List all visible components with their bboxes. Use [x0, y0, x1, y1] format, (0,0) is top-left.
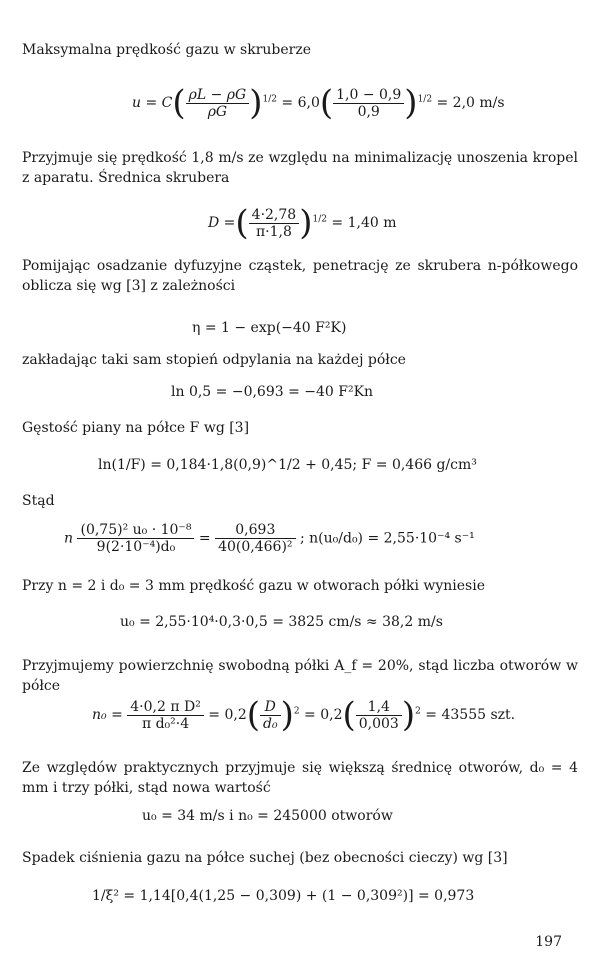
eq1-mid: = 6,0: [281, 95, 320, 111]
eq1-denominator2: 0,9: [357, 103, 380, 120]
paragraph-foam-density: Gęstość piany na półce F wg [3]: [22, 420, 250, 436]
paragraph-pressure-drop: Spadek ciśnienia gazu na półce suchej (bez obecności cieczy) wg [3]: [22, 850, 508, 866]
eq1-fraction: [186, 87, 250, 120]
eq8-fraction2: [260, 699, 281, 732]
eq2-exponent: 1/2: [312, 214, 327, 225]
paragraph-hole-velocity: Przy n = 2 i d₀ = 3 mm prędkość gazu w otworach półki wyniesie: [22, 578, 485, 594]
eq8-denominator3: 0,003: [358, 715, 399, 732]
eq6-fraction: [77, 522, 194, 555]
paragraph-practical-diameter: Ze względów praktycznych przyjmuje się większą średnicę otworów, d₀ = 4 mm i trzy półki, stąd nowa wartość: [22, 760, 578, 796]
eq8-denominator: π d₀²·4: [141, 715, 190, 732]
paragraph-velocity-choice: Przyjmuje się prędkość 1,8 m/s ze względu na minimalizację unoszenia kropel z aparatu. Średnica skrubera: [22, 150, 578, 186]
eq1-exponent: 1/2: [262, 94, 277, 105]
equation-diameter: D =( $\frac{4\cdot 2,78}{\pi\cdot 1,8}$ )$^{1/2}$ = 1,40 m: [208, 203, 397, 243]
eq1-denominator: ρG: [207, 103, 228, 120]
eq2-result: = 1,40 m: [331, 215, 397, 231]
eq8-numerator3: 1,4: [356, 699, 402, 716]
equation-foam-density: ln(1/F) = 0,184·1,8(0,9)^1/2 + 0,45; F = 0,466 g/cm³: [98, 457, 477, 473]
eq6-denominator: 9(2·10⁻⁴)d₀: [96, 539, 176, 555]
equation-ln: ln 0,5 = −0,693 = −40 F²Kn: [171, 384, 374, 400]
eq6-n: n: [64, 530, 74, 547]
eq2-denominator: π·1,8: [255, 223, 292, 240]
paragraph-equal-efficiency: zakładając taki sam stopień odpylania na każdej półce: [22, 352, 406, 368]
eq6-denominator2: 40(0,466)²: [218, 539, 293, 555]
eq1-numerator: ρL − ρG: [186, 87, 250, 104]
paragraph-hole-count: Przyjmujemy powierzchnię swobodną półki A_f = 20%, stąd liczba otworów w półce: [22, 658, 578, 694]
eq1-fraction2: [333, 87, 404, 120]
paragraph-penetration: Pomijając osadzanie dyfuzyjne cząstek, penetrację ze skrubera n-półkowego oblicza się wg [3] z zależności: [22, 258, 578, 294]
paragraph-max-gas-velocity: Maksymalna prędkość gazu w skruberze: [22, 42, 312, 58]
equation-pressure-drop: 1/ξ² = 1,14[0,4(1,25 − 0,309) + (1 − 0,309²)] = 0,973: [92, 888, 475, 904]
eq6-numerator2: 0,693: [215, 522, 295, 539]
eq1-exponent2: 1/2: [417, 94, 433, 105]
equation-penetration: η = 1 − exp(−40 F²K): [192, 320, 347, 336]
eq8-numerator2: D: [260, 699, 281, 716]
eq6-equals: =: [198, 530, 211, 547]
eq8-fraction3: [356, 699, 402, 732]
eq8-fraction: [127, 699, 204, 732]
eq8-mid2: = 0,2: [304, 707, 343, 723]
eq2-lhs: D =: [208, 215, 236, 231]
equation-gas-velocity: u = C( $\frac{\rho L - \rho G}{\rho G}$ )$^{1/2}$ = 6,0( $\frac{1,0 - 0,9}{0,9}$ )$^{1/2}$ = 2,0 m/s: [132, 83, 505, 123]
eq8-numerator: 4·0,2 π D²: [127, 699, 204, 716]
eq1-result: = 2,0 m/s: [436, 95, 505, 111]
paragraph-hence: Stąd: [22, 493, 55, 509]
eq8-result: = 43555 szt.: [425, 707, 516, 723]
equation-new-values: u₀ = 34 m/s i n₀ = 245000 otworów: [142, 808, 393, 824]
page-number: 197: [535, 934, 562, 950]
eq1-lhs: u = C: [132, 95, 173, 111]
eq6-fraction2: [215, 522, 295, 555]
equation-hole-count: n₀ = $\frac{\text{4·0,2 π D²}}{\text{π d₀²·4}}$ = 0,2( $\frac{D}{\text{d₀}}$ )$^2$ = 0,2( $\frac{1,4}{0,003}$ )$^2$ = 43555 szt.: [92, 695, 516, 735]
equation-hole-velocity: u₀ = 2,55·10⁴·0,3·0,5 = 3825 cm/s ≈ 38,2 m/s: [120, 614, 443, 630]
equation-hole-velocity-ratio: [64, 522, 475, 555]
eq2-numerator: 4·2,78: [249, 207, 300, 224]
eq6-rhs: ; n(u₀/d₀) = 2,55·10⁻⁴ s⁻¹: [299, 530, 475, 547]
eq1-numerator2: 1,0 − 0,9: [333, 87, 404, 104]
eq2-fraction: [249, 207, 300, 240]
eq8-lhs: n₀ =: [92, 707, 123, 723]
eq6-numerator: (0,75)² u₀ · 10⁻⁸: [77, 522, 194, 539]
eq8-mid1: = 0,2: [208, 707, 247, 723]
eq8-denominator2: d₀: [263, 715, 278, 732]
